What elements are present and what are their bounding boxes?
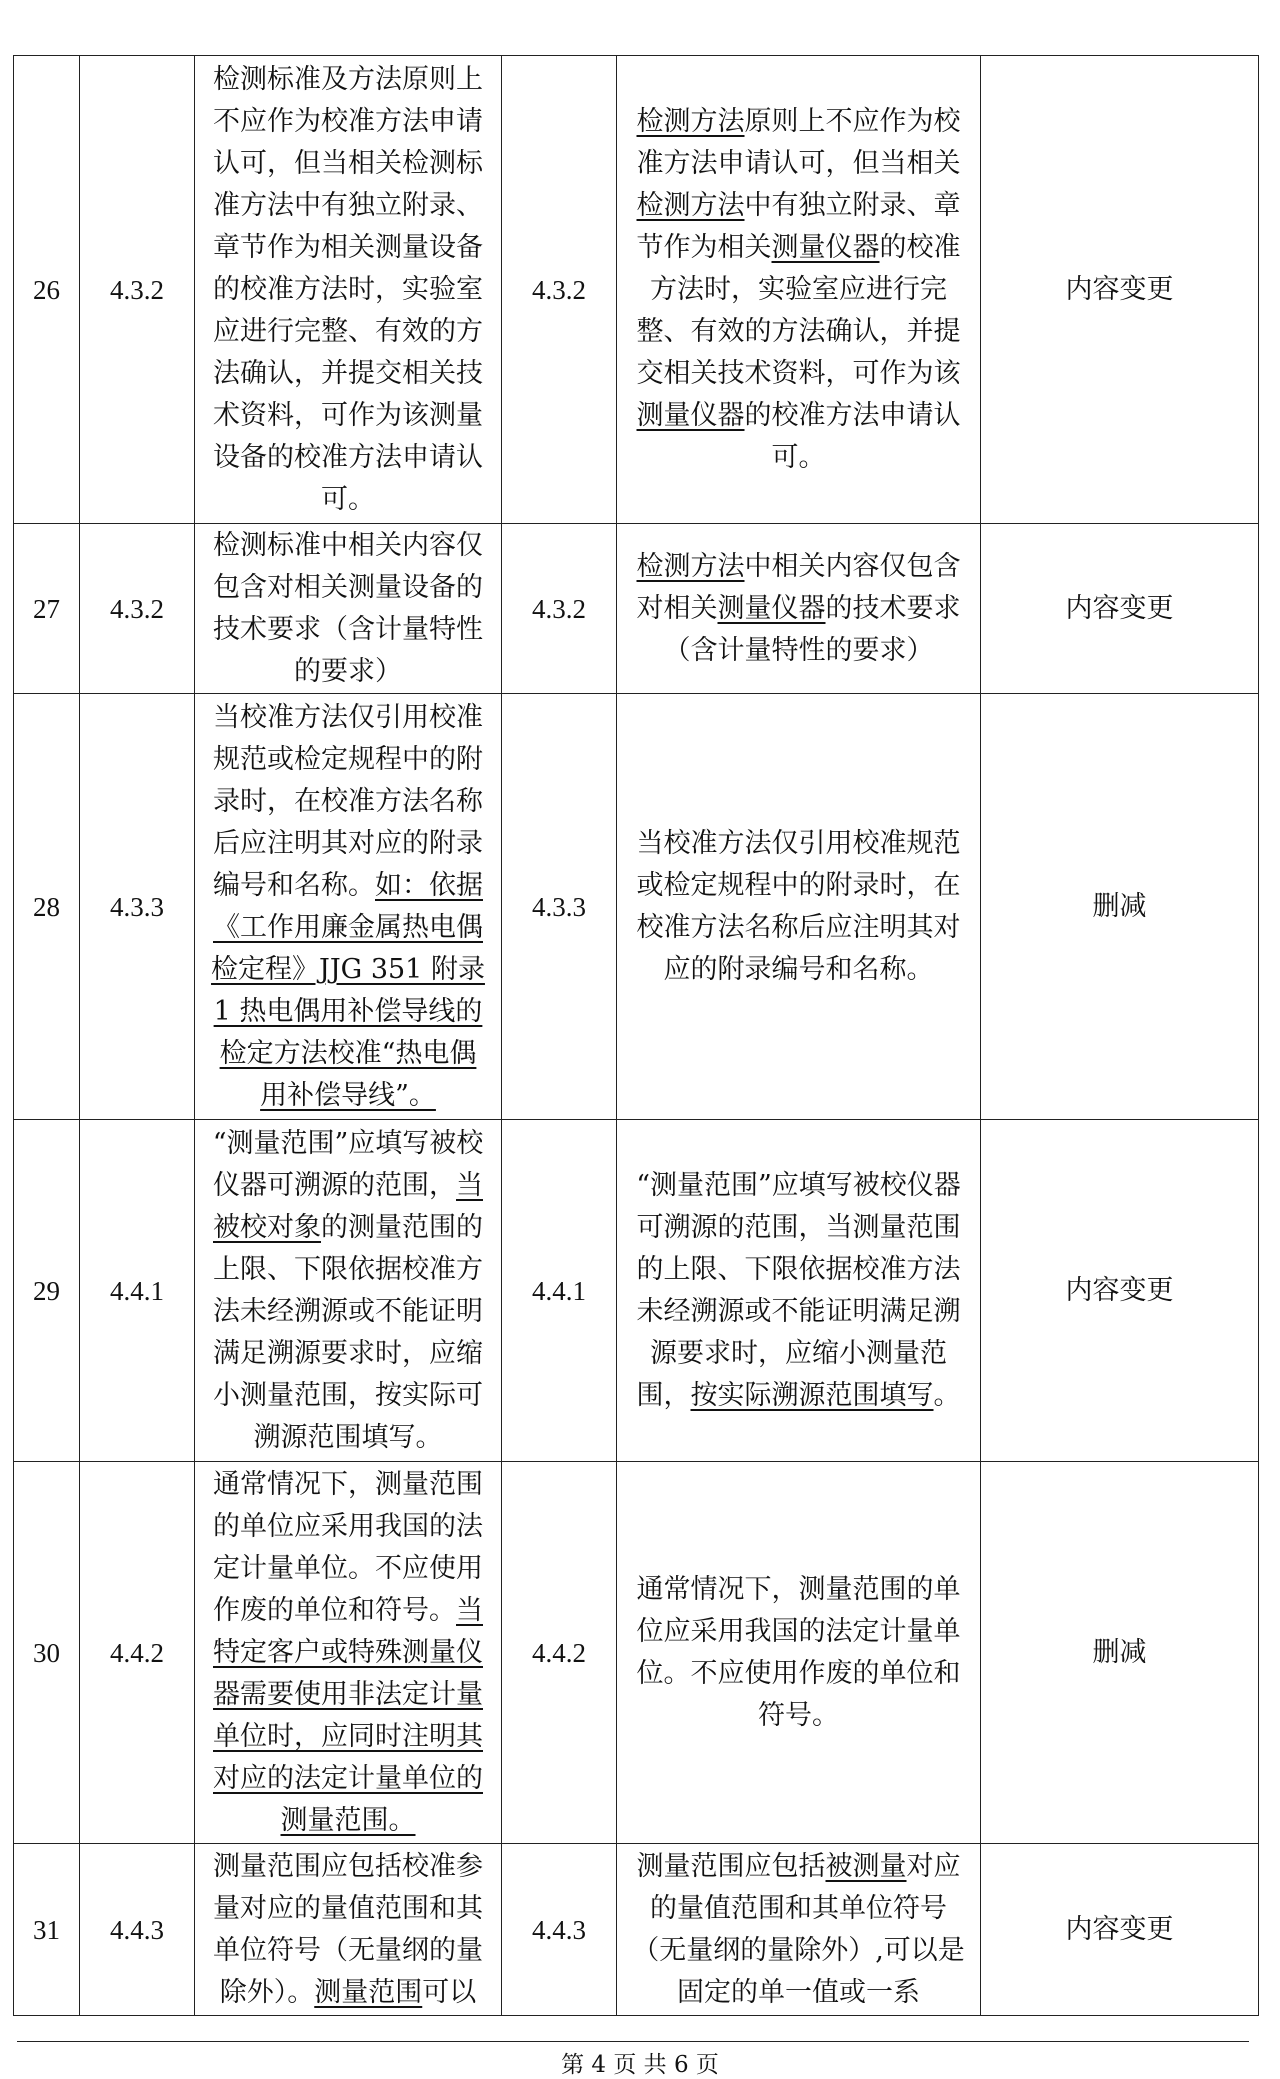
row-number: 27 <box>14 524 80 694</box>
table-row <box>14 1844 1259 2016</box>
new-text <box>617 694 981 1120</box>
row-number: 28 <box>14 694 80 1120</box>
new-clause: 4.4.3 <box>502 1844 617 2016</box>
old-text <box>195 1120 502 1462</box>
text-segment: 的校准方法申请认可。 <box>744 399 961 473</box>
change-type: 内容变更 <box>981 56 1259 524</box>
change-type: 删减 <box>981 694 1259 1120</box>
text-segment: 通常情况下，测量范围的单位应采用我国的法定计量单位。不应使用作废的单位和符号。 <box>213 1468 483 1626</box>
text-segment: 。 <box>933 1379 961 1411</box>
text-segment: 检测标准中相关内容仅包含对相关测量设备的技术要求（含计量特性的要求） <box>213 529 483 687</box>
text-segment: 通常情况下，测量范围的单位应采用我国的法定计量单位。不应使用作废的单位和符号。 <box>636 1573 961 1731</box>
text-segment: 的技术要求（含计量特性的要求） <box>663 592 961 666</box>
table-row <box>14 694 1259 1120</box>
old-text <box>195 1844 502 2016</box>
new-text <box>617 1462 981 1844</box>
old-clause: 4.4.1 <box>80 1120 195 1462</box>
row-number: 30 <box>14 1462 80 1844</box>
text-segment: 中有独立附录、章节作为相关 <box>636 189 961 263</box>
table-row <box>14 1462 1259 1844</box>
underlined-text-segment: 当特定客户或特殊测量仪器需要使用非法定计量单位时，应同时注明其对应的法定计量单位的测量范围。 <box>213 1594 483 1836</box>
old-clause: 4.3.2 <box>80 56 195 524</box>
new-text <box>617 56 981 524</box>
row-number: 31 <box>14 1844 80 2016</box>
page-number: 第 4 页 共 6 页 <box>561 2052 719 2078</box>
text-segment: 当校准方法仅引用校准规范或检定规程中的附录时，在校准方法名称后应注明其对应的附录编号和名称。 <box>636 827 961 985</box>
text-segment: 原则上不应作为校准方法申请认可，但当相关 <box>636 105 961 179</box>
text-segment: 的校准方法时，实验室应进行完整、有效的方法确认，并提交相关技术资料，可作为该 <box>636 231 961 389</box>
underlined-text-segment: 测量仪器 <box>717 592 826 624</box>
underlined-text-segment: 当被校对象 <box>213 1169 483 1243</box>
underlined-text-segment: 测量仪器 <box>771 231 880 263</box>
old-text <box>195 524 502 694</box>
change-type: 删减 <box>981 1462 1259 1844</box>
new-text <box>617 1120 981 1462</box>
table-row <box>14 524 1259 694</box>
underlined-text-segment: 测量仪器 <box>636 399 745 431</box>
text-segment: 测量范围应包括 <box>636 1850 826 1882</box>
new-text <box>617 524 981 694</box>
old-clause: 4.3.3 <box>80 694 195 1120</box>
change-type: 内容变更 <box>981 1844 1259 2016</box>
text-segment: 的测量范围的上限、下限依据校准方法未经溯源或不能证明满足溯源要求时，应缩小测量范围，按实际可溯源范围填写。 <box>213 1211 483 1453</box>
text-segment: “测量范围”应填写被校仪器可溯源的范围，当测量范围的上限、下限依据校准方法未经溯源或不能证明满足溯源要求时，应缩小测量范围， <box>636 1169 961 1411</box>
row-number: 26 <box>14 56 80 524</box>
underlined-text-segment: 被测量 <box>825 1850 907 1882</box>
change-type: 内容变更 <box>981 1120 1259 1462</box>
text-segment: 中相关内容仅包含对相关 <box>636 550 961 624</box>
underlined-text-segment: 如：依据《工作用廉金属热电偶检定程》JJG 351 附录 1 热电偶用补偿导线的检定方法校准“热电偶用补偿导线”。 <box>211 869 485 1111</box>
text-segment: 可以 <box>422 1976 477 2008</box>
footer-divider <box>17 2041 1249 2042</box>
new-clause: 4.3.2 <box>502 524 617 694</box>
old-clause: 4.3.2 <box>80 524 195 694</box>
text-segment: 当校准方法仅引用校准规范或检定规程中的附录时，在校准方法名称后应注明其对应的附录编号和名称。 <box>213 701 483 901</box>
table-row <box>14 1120 1259 1462</box>
row-number: 29 <box>14 1120 80 1462</box>
old-clause: 4.4.2 <box>80 1462 195 1844</box>
text-segment: “测量范围”应填写被校仪器可溯源的范围， <box>212 1127 484 1201</box>
old-text <box>195 1462 502 1844</box>
old-clause: 4.4.3 <box>80 1844 195 2016</box>
new-clause: 4.4.1 <box>502 1120 617 1462</box>
text-segment: 对应的量值范围和其单位符号（无量纲的量除外）,可以是固定的单一值或一系 <box>632 1850 965 2008</box>
table-row <box>14 56 1259 524</box>
underlined-text-segment: 按实际溯源范围填写 <box>690 1379 934 1411</box>
new-clause: 4.4.2 <box>502 1462 617 1844</box>
change-type: 内容变更 <box>981 524 1259 694</box>
underlined-text-segment: 检测方法 <box>636 105 745 137</box>
new-clause: 4.3.3 <box>502 694 617 1120</box>
text-segment: 检测标准及方法原则上不应作为校准方法申请认可，但当相关检测标准方法中有独立附录、章节作为相关测量设备的校准方法时，实验室应进行完整、有效的方法确认，并提交相关技术资料，可作为该测量设备的校准方法申请认可。 <box>213 63 483 515</box>
underlined-text-segment: 检测方法 <box>636 550 745 582</box>
text-segment: 测量范围应包括校准参量对应的量值范围和其单位符号（无量纲的量除外）。 <box>213 1850 483 2008</box>
new-text <box>617 1844 981 2016</box>
old-text <box>195 56 502 524</box>
comparison-table <box>13 55 1259 2016</box>
underlined-text-segment: 测量范围 <box>314 1976 423 2008</box>
old-text <box>195 694 502 1120</box>
underlined-text-segment: 检测方法 <box>636 189 745 221</box>
new-clause: 4.3.2 <box>502 56 617 524</box>
